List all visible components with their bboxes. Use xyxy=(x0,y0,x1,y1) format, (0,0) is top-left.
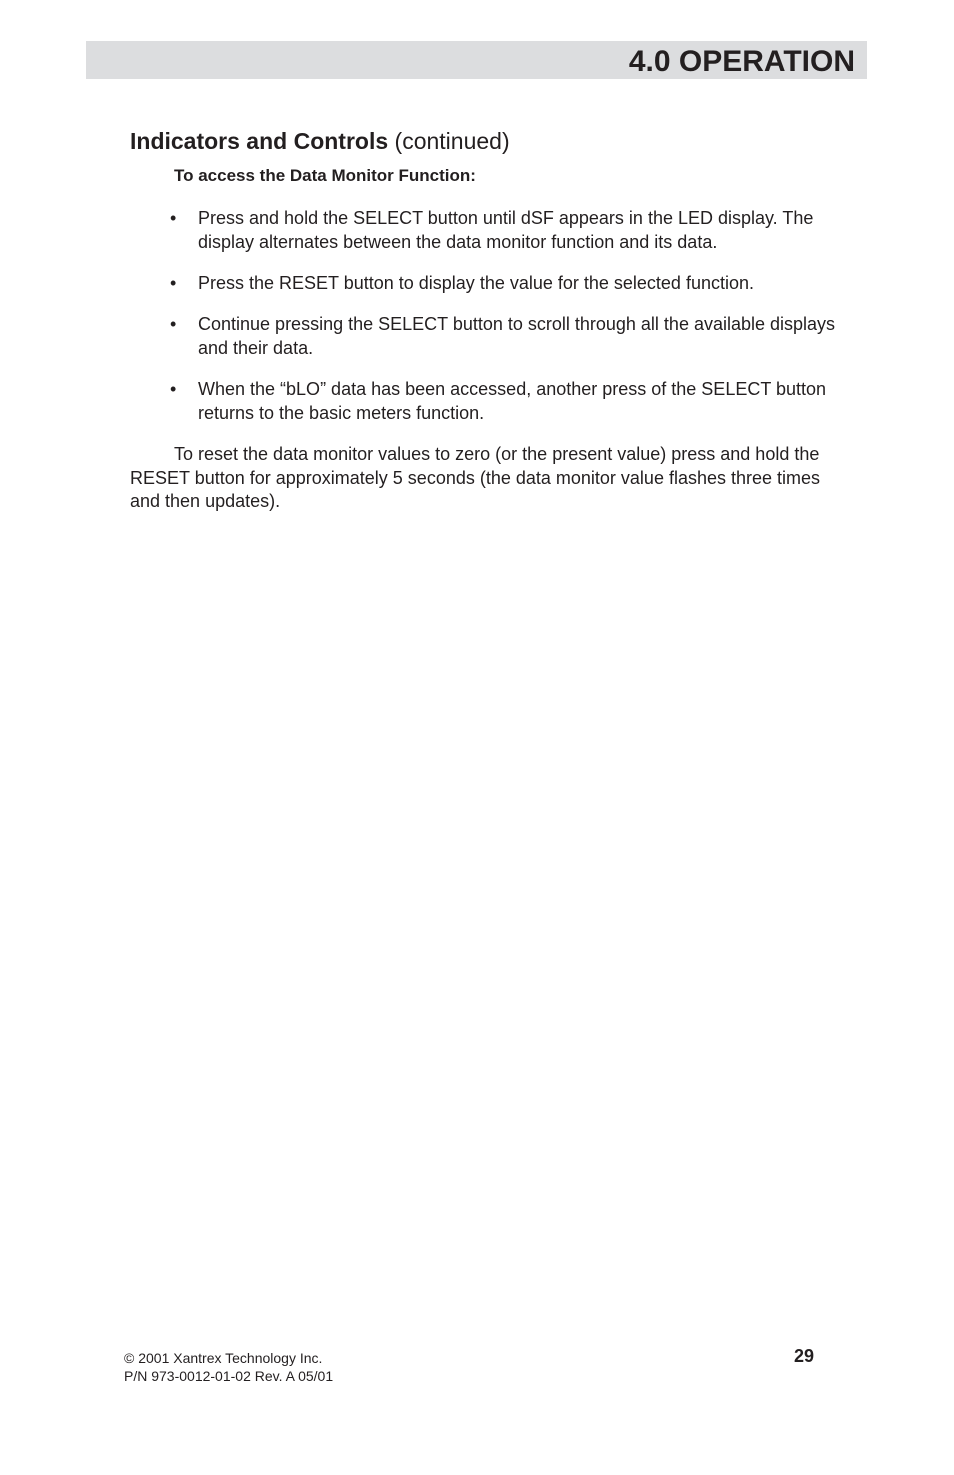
subheading: To access the Data Monitor Function: xyxy=(174,166,476,185)
list-item-text: When the “bLO” data has been accessed, another press of the SELECT button returns to the basic meters function. xyxy=(198,379,827,423)
bullet-marker: • xyxy=(170,273,177,293)
list-item-text: Press the RESET button to display the value for the selected function. xyxy=(198,273,754,293)
list-item-text: Continue pressing the SELECT button to scroll through all the available displays and their data. xyxy=(198,314,836,358)
instruction-list xyxy=(170,206,850,442)
list-item-text: Press and hold the SELECT button until dSF appears in the LED display. The display alternates between the data monitor function and its data. xyxy=(198,208,814,252)
list-item xyxy=(170,206,850,254)
page-heading-suffix: (continued) xyxy=(388,128,510,154)
footer-part-number: P/N 973-0012-01-02 Rev. A 05/01 xyxy=(124,1368,334,1384)
section-title: 4.0 OPERATION xyxy=(628,45,855,78)
list-item xyxy=(170,312,850,360)
page-heading-main: Indicators and Controls xyxy=(130,128,389,154)
list-item xyxy=(170,271,850,295)
page-number: 29 xyxy=(794,1346,815,1366)
bullet-marker: • xyxy=(170,314,177,334)
list-item xyxy=(170,377,850,425)
reset-instructions-paragraph: To reset the data monitor values to zero (or the present value) press and hold the RESET button for approximately 5 seconds (the data monitor value flashes three times and then updates). xyxy=(130,444,821,511)
bullet-marker: • xyxy=(170,379,177,399)
page-heading xyxy=(130,126,510,156)
section-header-bar xyxy=(86,41,867,79)
bullet-marker: • xyxy=(170,208,177,228)
footer-copyright: © 2001 Xantrex Technology Inc. xyxy=(124,1350,323,1366)
